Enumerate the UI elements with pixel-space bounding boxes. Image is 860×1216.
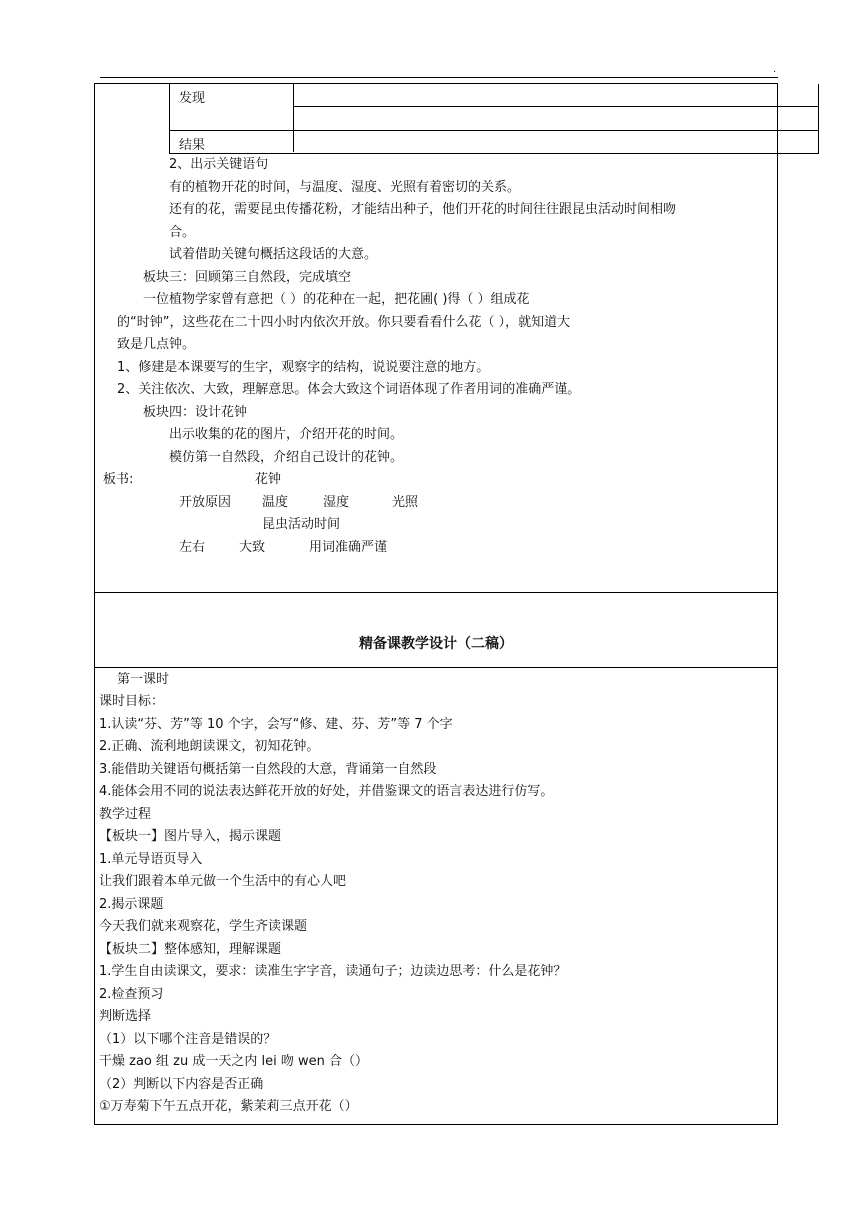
text-line: 还有的花，需要昆虫传播花粉，才能结出种子，他们开花的时间往往跟昆虫活动时间相吻 xyxy=(169,202,677,217)
text-line: 模仿第一自然段，介绍自己设计的花钟。 xyxy=(169,450,404,465)
text-line: 合。 xyxy=(169,225,196,240)
text-line: （2）判断以下内容是否正确 xyxy=(99,1077,264,1092)
text-line: 2、出示关键语句 xyxy=(169,157,269,172)
section-heading: 板块四：设计花钟 xyxy=(143,405,248,420)
board-item: 左右 xyxy=(179,540,206,555)
table-divider xyxy=(293,106,818,107)
section-heading: 【板块二】整体感知，理解课题 xyxy=(99,942,282,957)
text-line: 有的植物开花的时间，与温度、湿度、光照有着密切的关系。 xyxy=(169,180,521,195)
text-line: 出示收集的花的图片，介绍开花的时间。 xyxy=(169,427,404,442)
board-title: 花钟 xyxy=(255,472,282,487)
header-mark: . xyxy=(773,64,777,75)
text-line: 一位植物学家曾有意把（ ）的花种在一起，把花圃( )得（ ）组成花 xyxy=(143,292,530,307)
section-lesson-design xyxy=(95,668,777,1124)
text-line: 试着借助关键句概括这段话的大意。 xyxy=(169,247,378,262)
text-line: 干燥 zao 组 zu 成一天之内 lei 吻 wen 合（） xyxy=(99,1054,368,1069)
board-label: 板书: xyxy=(103,472,134,487)
text-line: （1）以下哪个注音是错误的？ xyxy=(99,1032,277,1047)
text-line: 1、修建是本课要写的生字，观察字的结构，说说要注意的地方。 xyxy=(117,360,490,375)
text-line: 致是几点钟。 xyxy=(117,337,196,352)
section-heading: 【板块一】图片导入，揭示课题 xyxy=(99,829,282,844)
board-item: 昆虫活动时间 xyxy=(262,517,341,532)
lesson-plan-table xyxy=(94,83,778,1125)
board-item: 温度 xyxy=(262,495,289,510)
text-line: ①万寿菊下午五点开花，紫茉莉三点开花（） xyxy=(99,1099,358,1114)
text-line: 判断选择 xyxy=(99,1009,152,1024)
board-item: 大致 xyxy=(239,540,266,555)
section-heading: 板块三：回顾第三自然段，完成填空 xyxy=(143,270,352,285)
text-line: 教学过程 xyxy=(99,807,152,822)
text-line: 的“时钟”，这些花在二十四小时内依次开放。你只要看看什么花（ ），就知道大 xyxy=(117,315,571,330)
table-divider xyxy=(293,84,294,152)
board-item: 湿度 xyxy=(323,495,350,510)
document-section-title: 精备课教学设计（二稿） xyxy=(359,636,513,652)
text-line: 4.能体会用不同的说法表达鲜花开放的好处，并借鉴课文的语言表达进行仿写。 xyxy=(99,784,554,799)
page-header-rule xyxy=(100,77,778,78)
table-label-discovery: 发现 xyxy=(179,91,206,106)
text-line: 1.学生自由读课文，要求：读准生字字音，读通句子；边读边思考：什么是花钟？ xyxy=(99,964,567,979)
text-line: 让我们跟着本单元做一个生活中的有心人吧 xyxy=(99,874,347,889)
text-line: 1.单元导语页导入 xyxy=(99,852,203,867)
text-line: 2.揭示课题 xyxy=(99,897,164,912)
observation-table xyxy=(169,84,819,154)
text-line: 1.认读“芬、芳”等 10 个字，会写“修、建、芬、芳”等 7 个字 xyxy=(99,717,453,732)
board-item: 用词准确严谨 xyxy=(309,540,388,555)
text-line: 2、关注依次、大致，理解意思。体会大致这个词语体现了作者用词的准确严谨。 xyxy=(117,382,581,397)
section-discussion xyxy=(95,84,777,593)
board-item: 开放原因 xyxy=(179,495,232,510)
board-item: 光照 xyxy=(392,495,419,510)
table-divider xyxy=(170,130,818,131)
text-line: 3.能借助关键语句概括第一自然段的大意，背诵第一自然段 xyxy=(99,762,437,777)
text-line: 2.检查预习 xyxy=(99,987,164,1002)
text-line: 课时目标： xyxy=(99,694,165,709)
text-line: 2.正确、流利地朗读课文，初知花钟。 xyxy=(99,739,320,754)
text-line: 今天我们就来观察花，学生齐读课题 xyxy=(99,919,308,934)
section-title-row xyxy=(95,593,777,668)
table-label-result: 结果 xyxy=(179,138,206,153)
text-line: 第一课时 xyxy=(117,672,170,687)
